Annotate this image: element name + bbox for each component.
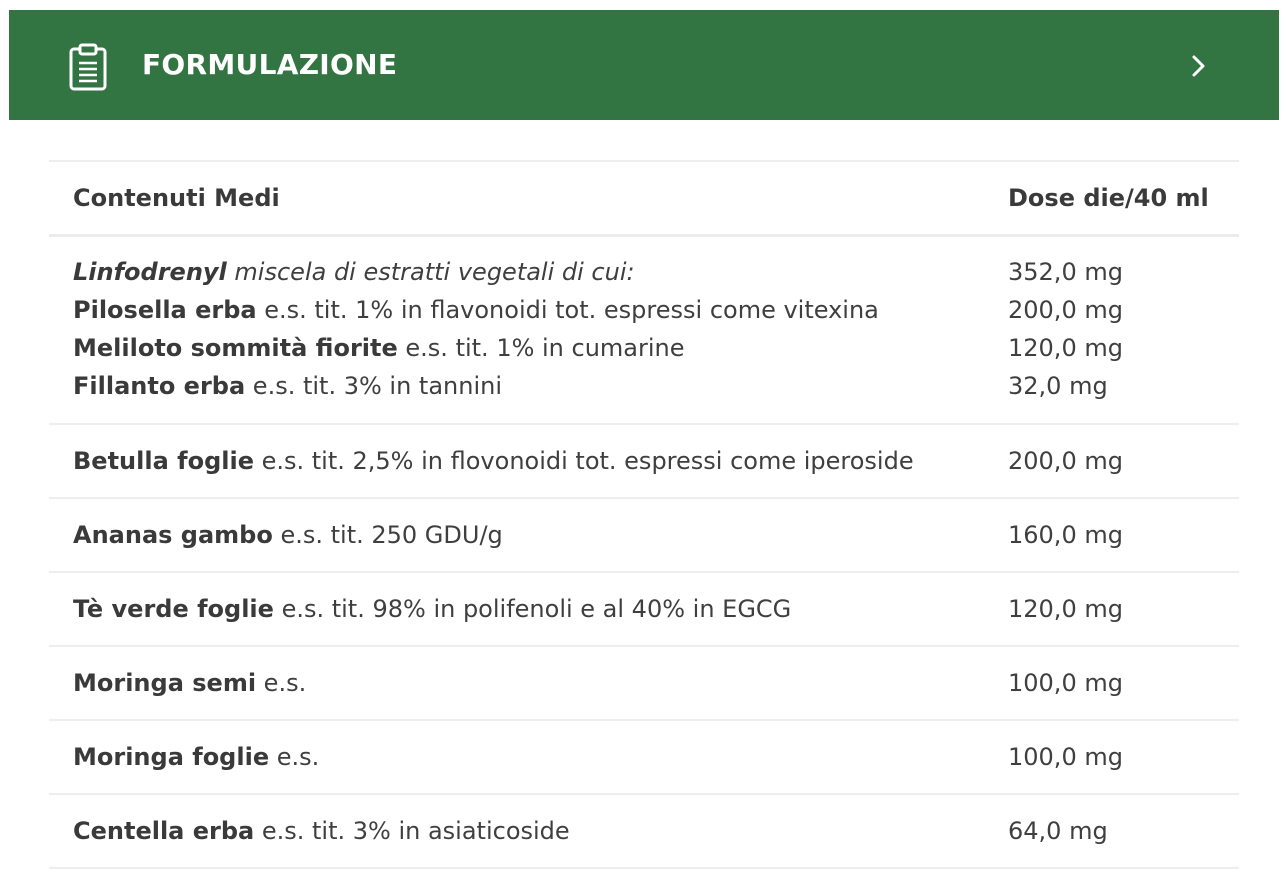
ingredient-line (73, 291, 984, 329)
ingredient-name: Moringa foglie (73, 743, 270, 771)
ingredient-description: e.s. (269, 743, 320, 771)
table-row (49, 794, 1239, 868)
ingredient-description: e.s. tit. 1% in flavonoidi tot. espressi come vitexina (256, 296, 879, 324)
dose-value: 120,0 mg (1008, 595, 1123, 623)
ingredient-line (73, 329, 984, 367)
ingredient-description: e.s. tit. 3% in asiaticoside (254, 817, 570, 845)
dose-value: 200,0 mg (1008, 447, 1123, 475)
dose-cell (984, 572, 1239, 646)
clipboard-icon (68, 43, 108, 91)
ingredient-name: Meliloto sommità fiorite (73, 334, 398, 362)
dose-cell (984, 720, 1239, 794)
ingredient-name: Ananas gambo (73, 521, 273, 549)
ingredient-line (73, 516, 984, 554)
ingredient-cell (49, 720, 984, 794)
dose-value: 120,0 mg (1008, 334, 1123, 362)
ingredient-line (73, 738, 984, 776)
formulazione-accordion-header[interactable] (9, 10, 1279, 120)
formulation-table (49, 160, 1239, 869)
ingredient-name: Moringa semi (73, 669, 257, 697)
ingredient-line (73, 367, 984, 405)
ingredient-description: e.s. tit. 2,5% in flovonoidi tot. espressi come iperoside (253, 447, 914, 475)
ingredient-line (73, 442, 984, 480)
ingredient-description: e.s. tit. 98% in polifenoli e al 40% in EGCG (273, 595, 792, 623)
chevron-right-icon[interactable] (1189, 53, 1209, 79)
ingredient-description: e.s. tit. 3% in tannini (245, 372, 502, 400)
ingredient-line (73, 664, 984, 702)
ingredient-name: Pilosella erba (73, 296, 257, 324)
ingredient-cell (49, 236, 984, 425)
dose-value: 64,0 mg (1008, 817, 1108, 845)
ingredient-name: Tè verde foglie (73, 595, 274, 623)
ingredient-name: Betulla foglie (73, 447, 254, 475)
table-row (49, 720, 1239, 794)
dose-value: 160,0 mg (1008, 521, 1123, 549)
section-title: FORMULAZIONE (142, 48, 398, 81)
ingredient-description: e.s. tit. 1% in cumarine (397, 334, 685, 362)
table-row (49, 498, 1239, 572)
dose-cell (984, 424, 1239, 498)
ingredient-description: e.s. tit. 250 GDU/g (272, 521, 503, 549)
dose-value: 32,0 mg (1008, 372, 1108, 400)
ingredient-line (73, 812, 984, 850)
dose-value: 352,0 mg (1008, 258, 1123, 286)
table-row (49, 646, 1239, 720)
dose-value: 100,0 mg (1008, 669, 1123, 697)
ingredient-description: e.s. (256, 669, 307, 697)
column-header-contents: Contenuti Medi (73, 184, 280, 212)
ingredient-cell (49, 646, 984, 720)
ingredient-name: Fillanto erba (73, 372, 246, 400)
ingredient-cell (49, 498, 984, 572)
table-row (49, 572, 1239, 646)
ingredient-line (73, 253, 984, 291)
dose-cell (984, 646, 1239, 720)
column-header-dose: Dose die/40 ml (1008, 184, 1209, 212)
ingredient-name: Centella erba (73, 817, 255, 845)
dose-value: 200,0 mg (1008, 296, 1123, 324)
table-row (49, 236, 1239, 425)
ingredient-description: miscela di estratti vegetali di cui: (226, 258, 635, 286)
ingredient-line (73, 590, 984, 628)
dose-cell (984, 236, 1239, 425)
dose-cell (984, 498, 1239, 572)
ingredient-name: Linfodrenyl (73, 258, 227, 286)
table-header-row (49, 161, 1239, 236)
ingredient-cell (49, 572, 984, 646)
table-row (49, 424, 1239, 498)
dose-cell (984, 794, 1239, 868)
ingredient-cell (49, 424, 984, 498)
dose-value: 100,0 mg (1008, 743, 1123, 771)
ingredient-cell (49, 794, 984, 868)
